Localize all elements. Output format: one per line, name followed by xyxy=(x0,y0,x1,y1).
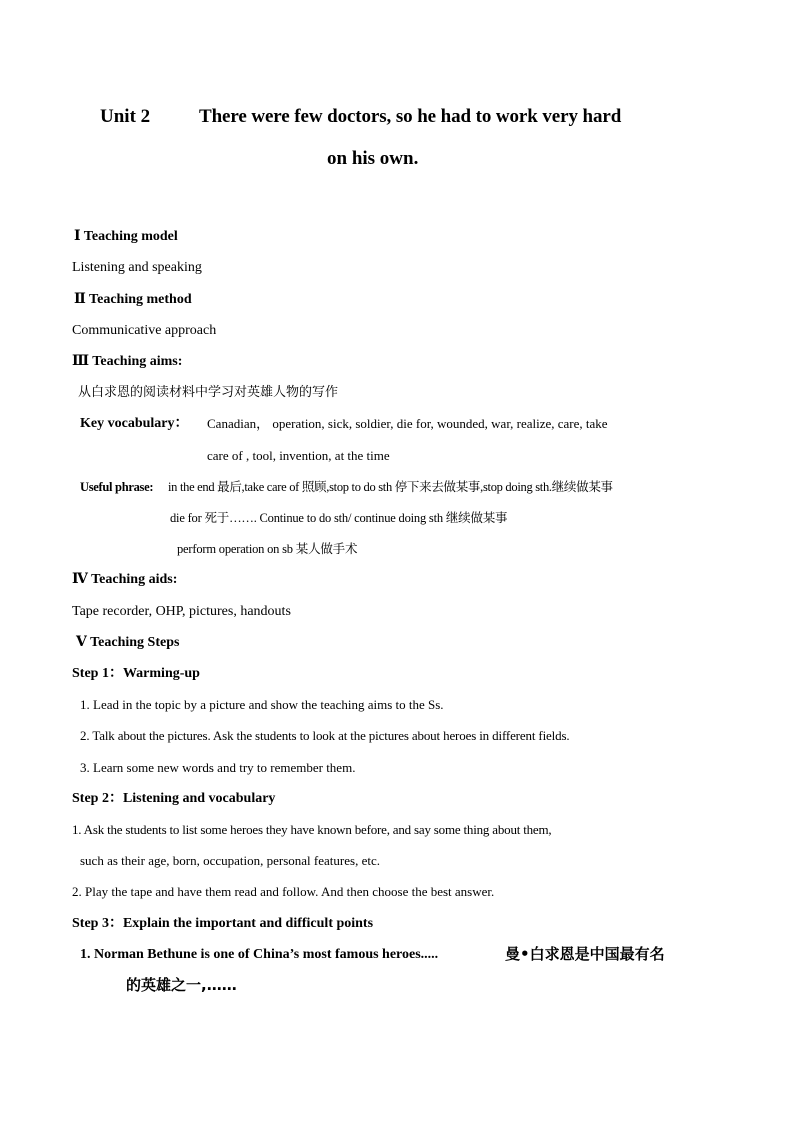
section-3-heading: Ⅲ Teaching aims: xyxy=(72,354,183,369)
title-line-2: on his own. xyxy=(327,148,419,169)
step-2-item-1a: 1. Ask the students to list some heroes they have known before, and say some thing about them, xyxy=(72,822,552,837)
section-5-heading: Ⅴ Teaching Steps xyxy=(76,635,180,650)
step-3-item-1-english: 1. Norman Bethune is one of China’s most famous heroes..... xyxy=(80,947,439,962)
step-1-item-1: 1. Lead in the topic by a picture and show the teaching aims to the Ss. xyxy=(80,697,444,712)
useful-phrase-line-2: die for 死于……. Continue to do sth/ continue doing sth 继续做某事 xyxy=(170,511,508,525)
step-2-item-1b: such as their age, born, occupation, personal features, etc. xyxy=(80,853,380,868)
step-2-heading: Step 2：Listening and vocabulary xyxy=(72,791,276,806)
unit-label: Unit 2 xyxy=(100,106,151,127)
useful-phrase-line-1: in the end 最后,take care of 照顾,stop to do sth 停下来去做某事,stop doing sth.继续做某事 xyxy=(168,480,613,494)
key-vocabulary-line-2: care of , tool, invention, at the time xyxy=(207,448,390,463)
step-1-heading: Step 1：Warming-up xyxy=(72,666,200,681)
key-vocabulary-label: Key vocabulary： xyxy=(80,416,189,431)
section-2-heading: Ⅱ Teaching method xyxy=(74,292,192,307)
section-1-body: Listening and speaking xyxy=(72,260,202,275)
step-1-item-2: 2. Talk about the pictures. Ask the students to look at the pictures about heroes in different fields. xyxy=(80,728,570,743)
step-1-item-3: 3. Learn some new words and try to remember them. xyxy=(80,760,356,775)
key-vocabulary-line-1: Canadian， operation, sick, soldier, die for, wounded, war, realize, care, take xyxy=(207,416,608,431)
section-1-heading: Ⅰ Teaching model xyxy=(74,229,178,244)
step-2-item-2: 2. Play the tape and have them read and follow. And then choose the best answer. xyxy=(72,884,495,899)
title-line-1: There were few doctors, so he had to work very hard xyxy=(199,106,622,127)
useful-phrase-line-3: perform operation on sb 某人做手术 xyxy=(177,542,358,556)
useful-phrase-label: Useful phrase: xyxy=(80,480,154,494)
step-3-item-1-chinese-cont: 的英雄之一,…… xyxy=(126,976,237,994)
section-2-body: Communicative approach xyxy=(72,323,217,338)
step-3-heading: Step 3：Explain the important and difficult points xyxy=(72,916,374,931)
section-4-heading: Ⅳ Teaching aids: xyxy=(72,572,178,587)
section-3-chinese-aim: 从白求恩的阅读材料中学习对英雄人物的写作 xyxy=(78,385,339,400)
section-4-body: Tape recorder, OHP, pictures, handouts xyxy=(72,604,291,619)
step-3-item-1-chinese: 曼•白求恩是中国最有名 xyxy=(505,945,665,963)
